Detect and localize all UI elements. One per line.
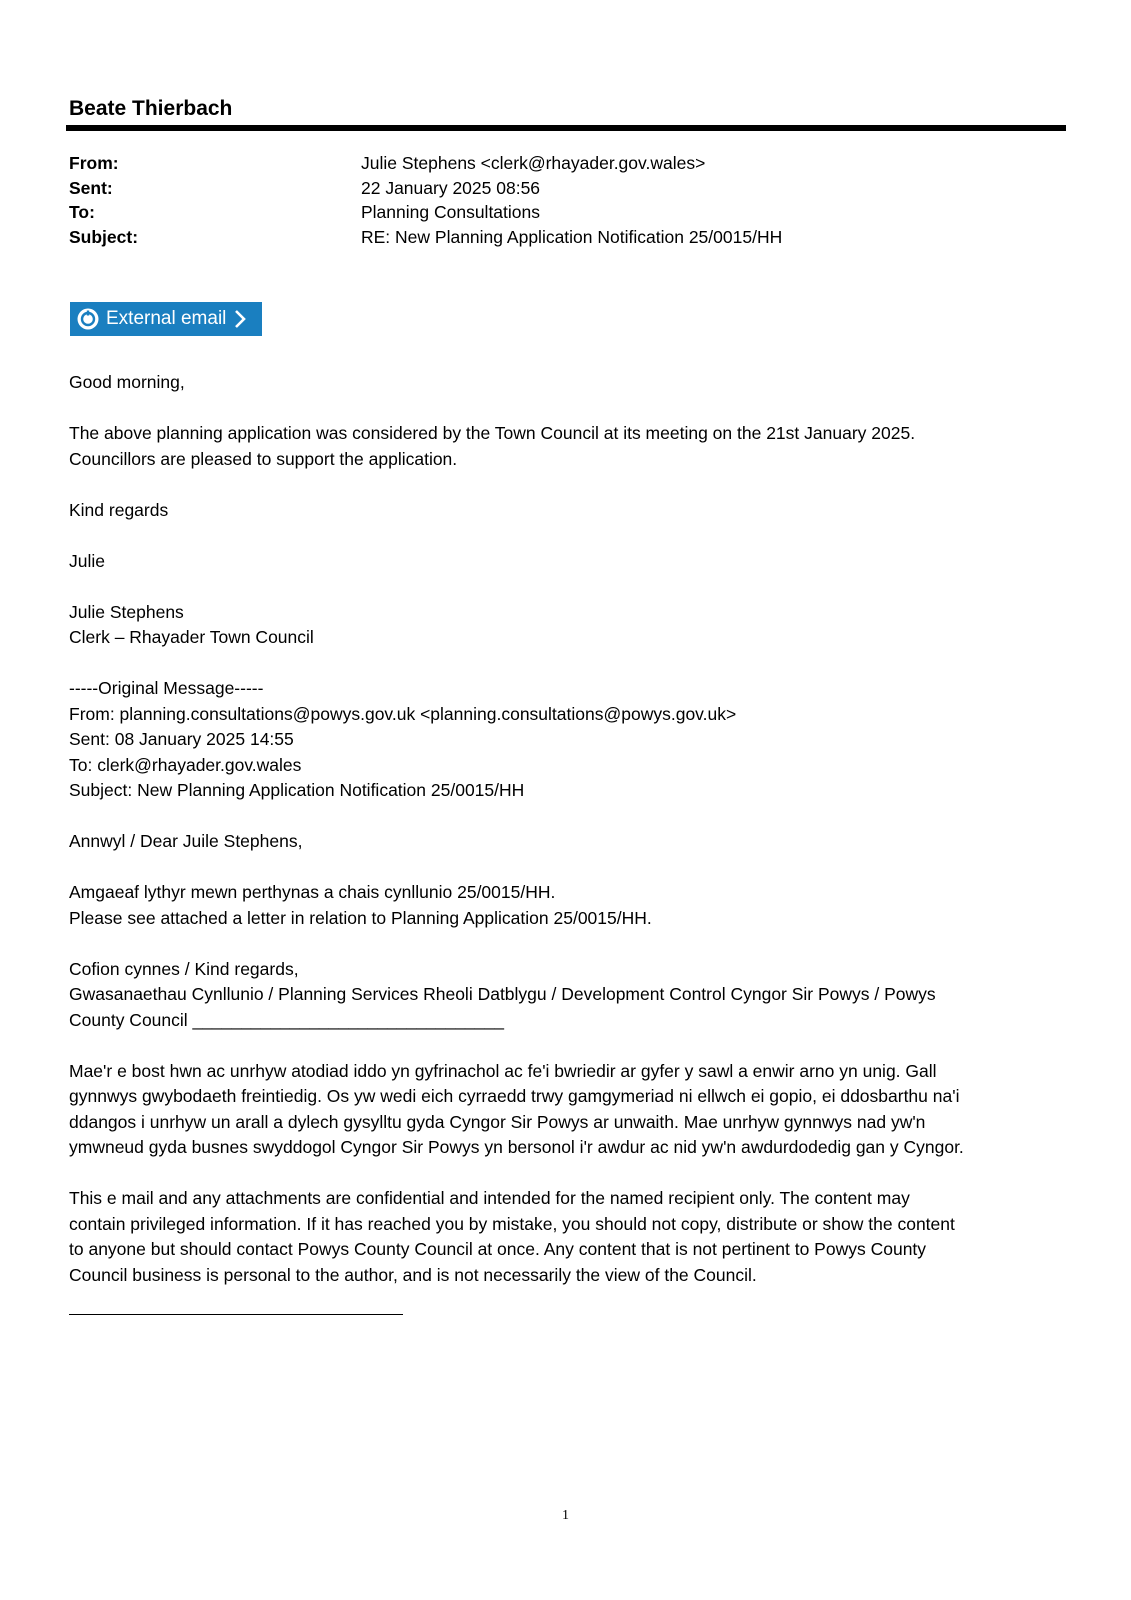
welsh-attachment-note: Amgaeaf lythyr mewn perthynas a chais cynllunio 25/0015/HH. — [69, 882, 556, 902]
greeting: Good morning, — [69, 372, 185, 392]
to-value: Planning Consultations — [361, 202, 541, 223]
original-from: From: planning.consultations@powys.gov.uk <planning.consultations@powys.gov.uk> — [69, 703, 737, 724]
sent-label: Sent: — [69, 177, 113, 198]
header-row-subject — [69, 225, 1059, 250]
header-divider — [66, 125, 1066, 131]
signature-name: Julie Stephens — [69, 601, 184, 622]
body-paragraph-line: Councillors are pleased to support the application. — [69, 448, 458, 469]
kind-regards: Kind regards — [69, 499, 169, 520]
closing: Cofion cynnes / Kind regards, — [69, 958, 299, 979]
english-disclaimer-line: This e mail and any attachments are confidential and intended for the named recipient only. The content may — [69, 1188, 910, 1208]
alert-circle-icon — [76, 307, 100, 331]
header-row-from — [69, 151, 1059, 176]
chevron-right-icon — [233, 309, 247, 329]
email-header — [69, 151, 1059, 250]
sent-value: 22 January 2025 08:56 — [361, 177, 541, 198]
external-email-label: External email — [106, 308, 227, 329]
sender-first-name: Julie — [69, 550, 105, 571]
english-disclaimer-line: to anyone but should contact Powys County Council at once. Any content that is not pertinent to Powys County — [69, 1239, 927, 1259]
signature-title: Clerk – Rhayader Town Council — [69, 627, 314, 647]
welsh-disclaimer-line: gynnwys gwybodaeth freintiedig. Os yw wedi eich cyrraedd trwy gamgymeriad ni ellwch ei gopio, ei ddosbarthu na'i — [69, 1086, 960, 1106]
services-line: Gwasanaethau Cynllunio / Planning Services Rheoli Datblygu / Development Control Cyngor Sir Powys / Powys — [69, 984, 936, 1004]
original-sent: Sent: 08 January 2025 14:55 — [69, 729, 294, 749]
to-label: To: — [69, 202, 95, 223]
welsh-disclaimer-line: ddangos i unrhyw un arall a dylech gysylltu gyda Cyngor Sir Powys ar unwaith. Mae unrhyw gynnwys nad yw'n — [69, 1111, 926, 1132]
email-body — [69, 370, 1069, 1288]
header-row-sent — [69, 176, 1059, 201]
original-subject: Subject: New Planning Application Notification 25/0015/HH — [69, 780, 525, 800]
original-to: To: clerk@rhayader.gov.wales — [69, 754, 302, 775]
salutation: Annwyl / Dear Juile Stephens, — [69, 831, 303, 851]
from-value: Julie Stephens <clerk@rhayader.gov.wales> — [361, 153, 706, 173]
body-paragraph-line: The above planning application was considered by the Town Council at its meeting on the 21st January 2025. — [69, 423, 916, 443]
from-label: From: — [69, 153, 119, 173]
subject-value: RE: New Planning Application Notification 25/0015/HH — [361, 227, 783, 248]
original-message-marker: -----Original Message----- — [69, 678, 264, 698]
english-disclaimer-line: Council business is personal to the author, and is not necessarily the view of the Council. — [69, 1264, 757, 1285]
footer-divider — [69, 1314, 403, 1315]
english-disclaimer-line: contain privileged information. If it has reached you by mistake, you should not copy, distribute or show the content — [69, 1213, 955, 1234]
welsh-disclaimer-line: ymwneud gyda busnes swyddogol Cyngor Sir Powys yn bersonol i'r awdur ac nid yw'n awdurdodedig gan y Cyngor. — [69, 1137, 964, 1157]
subject-label: Subject: — [69, 227, 139, 248]
header-row-to — [69, 200, 1059, 225]
services-line: County Council ________________________________ — [69, 1009, 504, 1030]
mailbox-owner-name: Beate Thierbach — [69, 97, 233, 120]
english-attachment-note: Please see attached a letter in relation to Planning Application 25/0015/HH. — [69, 907, 652, 928]
welsh-disclaimer-line: Mae'r e bost hwn ac unrhyw atodiad iddo yn gyfrinachol ac fe'i bwriedir ar gyfer y sawl a enwir arno yn unig. Gall — [69, 1060, 937, 1081]
page-number: 1 — [562, 1508, 569, 1523]
external-email-banner[interactable] — [70, 302, 262, 336]
